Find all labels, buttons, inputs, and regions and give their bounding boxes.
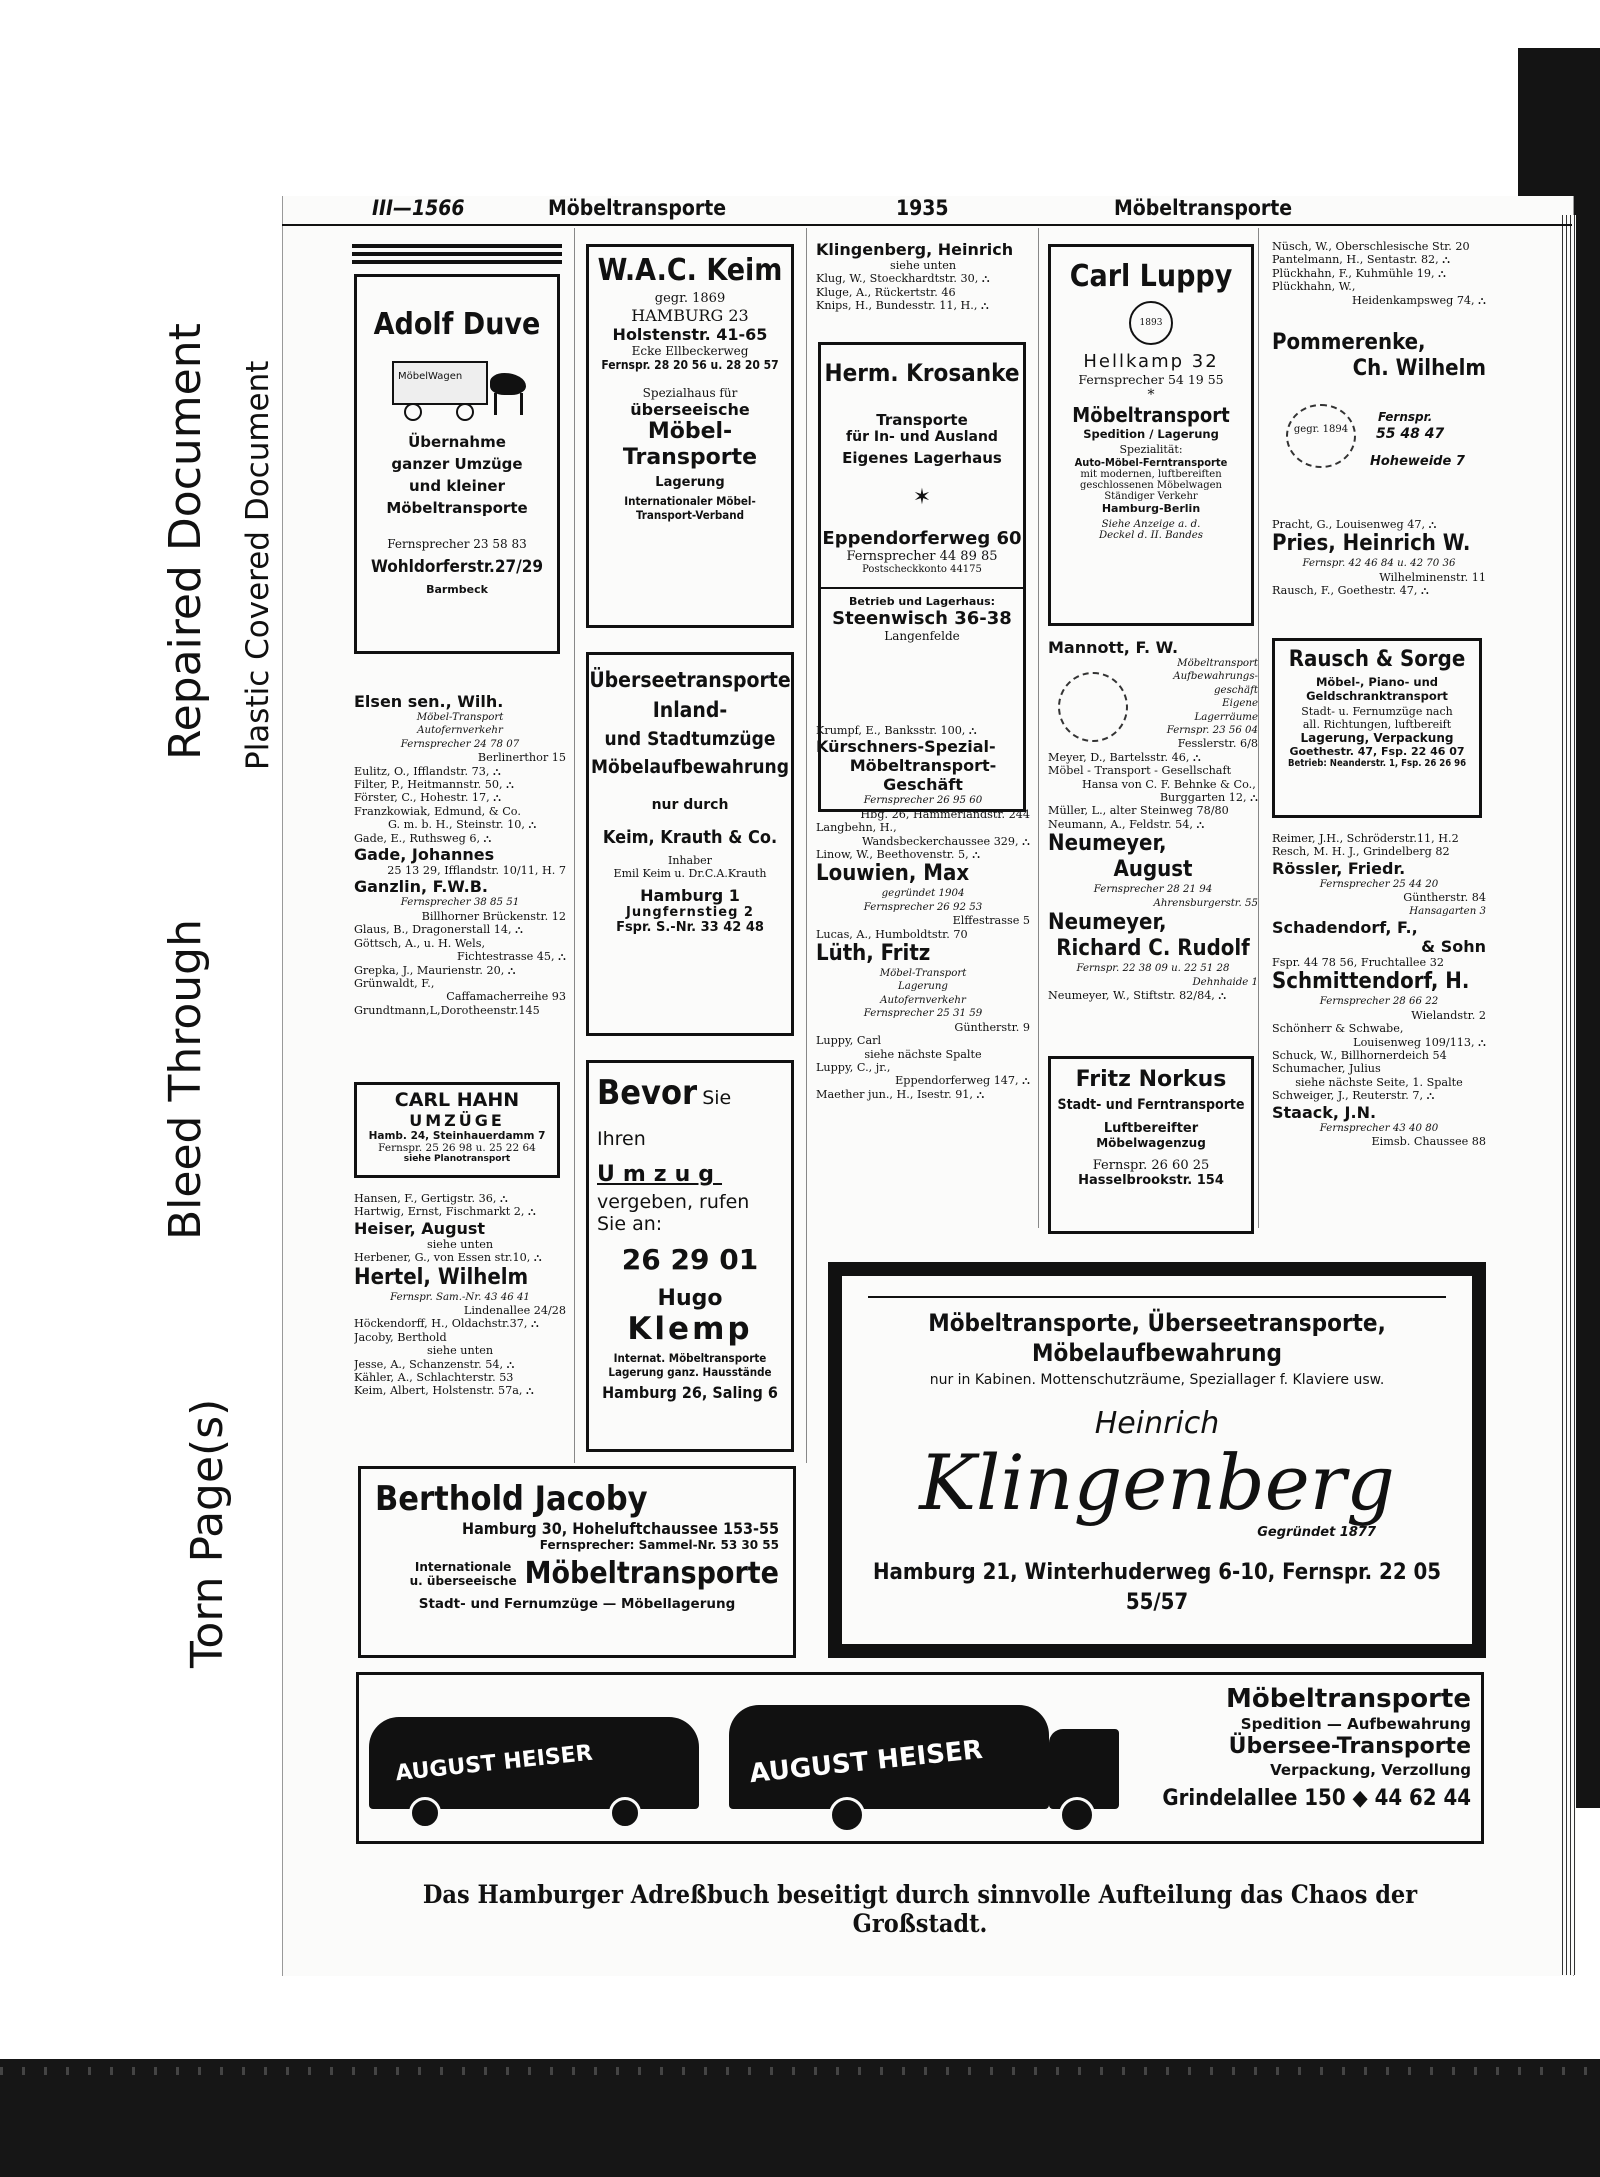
- star-ornament: ✶: [912, 485, 932, 510]
- listing-entry: Autofernverkehr: [880, 994, 966, 1006]
- listing-entry: Eulitz, O., Ifflandstr. 73, ⛬: [354, 764, 501, 778]
- ad-rausch-l3: Stadt- u. Fernumzüge nach: [1301, 705, 1453, 718]
- listing-entry: Klingenberg, Heinrich: [816, 240, 1014, 259]
- listing-entry: Louisenweg 109/113, ⛬: [1353, 1035, 1486, 1049]
- ad-jacoby-big: Möbeltransporte: [524, 1556, 779, 1591]
- ad-keim-street: Holstenstr. 41-65: [612, 325, 768, 344]
- ad-luppy-note: Siehe Anzeige a. d.: [1101, 519, 1201, 530]
- listing-entry: Langbehn, H.,: [816, 821, 897, 835]
- ad-keim-lag: Lagerung: [655, 475, 725, 490]
- ad-uebersee-phone: Fspr. S.-Nr. 33 42 48: [616, 920, 764, 935]
- listing-entry: Schumacher, Julius: [1272, 1062, 1381, 1076]
- ad-jacoby-addr: Hamburg 30, Hoheluftchaussee 153-55: [462, 1519, 779, 1538]
- listing-entry: Möbel - Transport - Gesellschaft: [1048, 764, 1232, 778]
- ad-krosanke-l3: Eigenes Lagerhaus: [842, 449, 1002, 467]
- moving-van-picture: [382, 359, 532, 419]
- listing-entry: Pantelmann, H., Sentastr. 82, ⛬: [1272, 253, 1451, 267]
- listing-entry: Wilhelminenstr. 11: [1379, 570, 1486, 584]
- ad-uebersee-t4: Möbelaufbewahrung: [591, 756, 789, 778]
- klingenberg-headline: Möbeltransporte, Überseetransporte, Möbelaufbewahrung: [868, 1296, 1446, 1368]
- listing-entry: Mannott, F. W.: [1048, 638, 1179, 657]
- listing-entry: G. m. b. H., Steinstr. 10, ⛬: [388, 818, 537, 832]
- listing-entry: Lagerräume: [1194, 711, 1258, 723]
- ad-august-heiser: [356, 1672, 1484, 1844]
- ad-keim-spec: Spezialhaus für: [642, 386, 738, 400]
- listing-column-5c: [1272, 832, 1486, 1242]
- ad-jacoby-l1: Internationale: [414, 1560, 512, 1574]
- listing-entry: Fernsprecher 25 44 20: [1319, 878, 1439, 890]
- star-ornament: *: [1147, 387, 1155, 403]
- listing-entry: Pracht, G., Louisenweg 47, ⛬: [1272, 518, 1437, 531]
- listing-column-1a: [354, 692, 566, 1074]
- listing-entry: Wielandstr. 2: [1411, 1008, 1486, 1022]
- listing-entry: Berlinerthor 15: [477, 751, 566, 765]
- ad-bevor-l1: Internat. Möbeltransporte: [613, 1351, 767, 1365]
- ad-bevor-w5: Sie an:: [597, 1213, 663, 1235]
- ad-krosanke-name: Herm. Krosanke: [824, 359, 1020, 387]
- heiser-l2: Übersee-Transporte: [1228, 1734, 1471, 1759]
- listing-entry: Ganzlin, F.W.B.: [354, 877, 488, 897]
- listing-entry: Plückhahn, W.,: [1272, 280, 1356, 294]
- listing-entry: Fspr. 44 78 56, Fruchtallee 32: [1272, 956, 1444, 970]
- ad-rausch-l2: Geldschranktransport: [1306, 689, 1448, 703]
- ad-rausch-l1: Möbel-, Piano- und: [1315, 675, 1439, 689]
- listing-entry: Staack, J.N.: [1272, 1102, 1377, 1122]
- ad-duve-line: Übernahme: [408, 433, 506, 451]
- trailer-lettering: AUGUST HEISER: [394, 1740, 594, 1787]
- seal-icon: 1893: [1129, 301, 1173, 345]
- scan-border-bottom: [0, 2059, 1600, 2177]
- truck-picture: [369, 1693, 1119, 1843]
- listing-entry: Schadendorf, F.,: [1272, 918, 1418, 938]
- listing-entry: Gade, E., Ruthsweg 6, ⛬: [354, 831, 492, 845]
- listing-entry: Luppy, Carl: [816, 1034, 882, 1048]
- listing-entry: Kürschners-Spezial-: [816, 737, 996, 757]
- ad-krosanke-l2: für In- und Ausland: [846, 429, 998, 445]
- listing-entry: Fernsprecher 28 66 22: [1319, 996, 1439, 1008]
- ad-keim-assoc: Internationaler Möbel-Transport-Verband: [624, 494, 756, 522]
- ad-uebersee-city: Hamburg 1: [640, 886, 740, 905]
- listing-entry: Eimsb. Chaussee 88: [1371, 1135, 1486, 1149]
- listing-entry: Förster, C., Hohestr. 17, ⛬: [354, 791, 502, 805]
- listing-entry: Gade, Johannes: [354, 845, 495, 865]
- rule: [352, 252, 562, 256]
- listing-entry: Göttsch, A., u. H. Wels,: [354, 936, 486, 950]
- ad-duve-phone: Fernsprecher 23 58 83: [387, 537, 527, 551]
- listing-entry: Meyer, D., Bartelsstr. 46, ⛬: [1048, 750, 1201, 764]
- van-sign: MöbelWagen: [398, 371, 463, 382]
- ad-duve-line: ganzer Umzüge: [391, 455, 523, 473]
- listing-entry: Klug, W., Stoeckhardtstr. 30, ⛬: [816, 272, 990, 286]
- listing-entry: Lüth, Fritz: [816, 941, 931, 967]
- rule: [352, 244, 562, 248]
- ad-hahn-phone: Fernspr. 25 26 98 u. 25 22 64: [378, 1142, 536, 1154]
- side-label-plastic: Plastic Covered Document: [240, 360, 276, 770]
- ad-pommerenke: [1272, 330, 1486, 500]
- listing-entry: Eppendorferweg 147, ⛬: [895, 1074, 1030, 1088]
- listing-entry: Güntherstr. 9: [954, 1020, 1030, 1034]
- listing-entry: Fernspr. 42 46 84 u. 42 70 36: [1302, 558, 1456, 570]
- ad-krosanke-yard2: Steenwisch 36-38: [832, 608, 1012, 629]
- ad-hahn-name: CARL HAHN: [394, 1089, 520, 1111]
- listing-entry: Fernsprecher 25 31 59: [863, 1008, 983, 1020]
- ad-bevor-w1: Bevor: [597, 1073, 698, 1113]
- listing-entry: Pries, Heinrich W.: [1272, 531, 1471, 557]
- listing-entry: Lindenallee 24/28: [463, 1304, 566, 1318]
- listing-entry: Schmittendorf, H.: [1272, 969, 1470, 995]
- listing-entry: Eigene: [1222, 698, 1258, 710]
- listing-entry: Maether jun., H., Isestr. 91, ⛬: [816, 1087, 985, 1101]
- ad-krosanke-district: Langenfelde: [884, 629, 960, 643]
- ad-luppy-spec: Spezialität:: [1119, 443, 1183, 456]
- listing-entry: Autofernverkehr: [417, 725, 503, 737]
- ad-luppy-spec3: mit modernen, luftbereiften: [1080, 469, 1222, 480]
- ad-luppy-street: Hellkamp 32: [1083, 351, 1219, 372]
- klingenberg-sub: nur in Kabinen. Mottenschutzräume, Speziallager f. Klaviere usw.: [929, 1372, 1385, 1388]
- ad-rausch-l5: Lagerung, Verpackung: [1300, 731, 1454, 745]
- ad-duve-street: Wohldorferstr.27/29: [371, 557, 543, 577]
- ad-norkus-l1: Stadt- und Ferntransporte: [1057, 1097, 1245, 1113]
- listing-entry: geschäft: [1214, 684, 1258, 696]
- side-label-repaired: Repaired Document: [160, 323, 211, 760]
- col-sep-1: [574, 228, 575, 1463]
- listing-entry: Burggarten 12, ⛬: [1159, 791, 1258, 805]
- listing-entry: Franzkowiak, Edmund, & Co.: [354, 804, 521, 818]
- listing-entry: siehe unten: [889, 259, 957, 272]
- listing-entry: Neumeyer,: [1048, 910, 1167, 936]
- listing-entry: Luppy, C., jr.,: [816, 1060, 891, 1074]
- listing-entry: & Sohn: [1421, 937, 1486, 957]
- ad-keim-name: W.A.C. Keim: [597, 253, 783, 288]
- page-number: III—1566: [372, 196, 465, 220]
- listing-entry: Hartwig, Ernst, Fischmarkt 2, ⛬: [354, 1205, 536, 1219]
- listing-column-3b: [816, 724, 1030, 1244]
- ad-keim-spec2: überseeische: [630, 400, 750, 419]
- ad-rausch-name: Rausch & Sorge: [1288, 647, 1466, 672]
- ad-norkus-street: Hasselbrookstr. 154: [1078, 1173, 1224, 1188]
- listing-entry: Glaus, B., Dragonerstall 14, ⛬: [354, 923, 523, 937]
- ad-fritz-norkus: [1048, 1056, 1254, 1234]
- ad-jacoby-bottom: Stadt- und Fernumzüge — Möbellagerung: [418, 1596, 736, 1612]
- listing-entry: Fernsprecher 28 21 94: [1093, 884, 1213, 896]
- ad-wac-keim: [586, 244, 794, 628]
- klingenberg-last: Klingenberg: [919, 1438, 1395, 1527]
- klingenberg-first: Heinrich: [1094, 1406, 1220, 1441]
- listing-entry: Fernspr. 22 38 09 u. 22 51 28: [1076, 963, 1230, 975]
- listing-entry: Hertel, Wilhelm: [354, 1264, 529, 1290]
- listing-entry: Güntherstr. 84: [1403, 891, 1486, 905]
- listing-entry: Louwien, Max: [816, 861, 970, 887]
- listing-entry: Müller, L., alter Steinweg 78/80: [1048, 804, 1229, 818]
- listing-entry: Aufbewahrungs-: [1173, 671, 1258, 683]
- listing-entry: Hansen, F., Gertigstr. 36, ⛬: [354, 1192, 508, 1205]
- pommerenke-street: Hoheweide 7: [1370, 454, 1465, 469]
- pommerenke-name1: Pommerenke,: [1272, 330, 1426, 355]
- listing-entry: Grünwaldt, F.,: [354, 976, 435, 990]
- ad-hahn-sub: UMZÜGE: [409, 1111, 505, 1130]
- ad-luppy-big: Möbeltransport: [1072, 403, 1230, 427]
- listing-entry: Herbener, G., von Essen str.10, ⛬: [354, 1251, 542, 1265]
- heiser-addr: Grindelallee 150 ◆ 44 62 44: [1162, 1786, 1471, 1811]
- ad-bevor-l2: Lagerung ganz. Hausstände: [608, 1365, 772, 1379]
- listing-entry: Hansagarten 3: [1409, 905, 1486, 917]
- ad-krosanke-l1: Transporte: [876, 411, 968, 429]
- listing-column-5a: [1272, 240, 1486, 320]
- wreath-seal: gegr. 1894: [1286, 404, 1356, 468]
- ad-rausch-l4: all. Richtungen, luftbereift: [1302, 718, 1452, 731]
- ad-keim-big: Möbel-Transporte: [622, 419, 758, 470]
- ad-norkus-l2: Luftbereifter: [1103, 1121, 1199, 1136]
- listing-entry: Fernspr. 23 56 04: [1166, 725, 1258, 737]
- listing-entry: Grepka, J., Maurienstr. 20, ⛬: [354, 963, 516, 977]
- page-edge: [1562, 215, 1576, 1975]
- listing-entry: Plückhahn, F., Kuhmühle 19, ⛬: [1272, 266, 1446, 280]
- listing-entry: Heiser, August: [354, 1218, 486, 1238]
- listing-entry: Lucas, A., Humboldtstr. 70: [816, 927, 968, 941]
- ad-bevor-w3: Umzug: [597, 1162, 723, 1187]
- listing-entry: Möbel-Transport: [879, 968, 967, 980]
- ad-uebersee-firm: Keim, Krauth & Co.: [602, 827, 778, 848]
- listing-entry: Billhorner Brückenstr. 12: [421, 909, 566, 923]
- ad-hahn-addr: Hamb. 24, Steinhauerdamm 7: [368, 1130, 546, 1142]
- ad-duve-line: Möbeltransporte: [386, 499, 528, 517]
- ad-luppy-spec4: geschlossenen Möbelwagen: [1080, 480, 1222, 491]
- ad-uebersee-t1: Überseetransporte: [589, 668, 791, 692]
- ad-uebersee-street: Jungfernstieg 2: [626, 905, 754, 920]
- wreath-seal-mannott: [1058, 672, 1128, 742]
- listing-entry: Dehnhaide 1: [1192, 976, 1258, 988]
- listing-entry: Fesslerstr. 6/8: [1177, 737, 1258, 751]
- rule: [352, 260, 562, 264]
- ad-bevor-last: Klemp: [627, 1311, 753, 1347]
- listing-entry: Grundtmann,L,Dorotheenstr.145: [354, 1003, 540, 1017]
- listing-entry: Hbg. 26, Hammerlandstr. 244: [860, 807, 1030, 821]
- listing-entry: Fernsprecher 43 40 80: [1319, 1122, 1439, 1134]
- listing-entry: Hansa von C. F. Behnke & Co.,: [1082, 777, 1256, 791]
- ad-jacoby-l2: u. überseeische: [409, 1574, 517, 1588]
- col-sep-4: [1258, 228, 1259, 1228]
- listing-entry: Elffestrasse 5: [952, 914, 1030, 928]
- listing-entry: Lagerung: [898, 981, 948, 993]
- pommerenke-name2: Ch. Wilhelm: [1352, 356, 1486, 381]
- ad-duve-name: Adolf Duve: [373, 307, 541, 342]
- listing-column-5b: [1272, 518, 1486, 628]
- listing-entry: Schuck, W., Billhornerdeich 54: [1272, 1049, 1447, 1063]
- listing-entry: Filter, P., Heitmannstr. 50, ⛬: [354, 778, 514, 792]
- ad-uebersee-t3: und Stadtumzüge: [604, 728, 776, 750]
- listing-entry: Ahrensburgerstr. 55: [1153, 897, 1258, 909]
- listing-entry: Linow, W., Beethovenstr. 5, ⛬: [816, 848, 981, 862]
- ad-bevor-phone: 26 29 01: [621, 1243, 759, 1276]
- listing-entry: Möbel-Transport: [416, 712, 504, 723]
- listing-entry: Neumeyer,: [1048, 831, 1167, 857]
- ad-keim-phone: Fernspr. 28 20 56 u. 28 20 57: [601, 358, 779, 372]
- listing-entry: gegründet 1904: [881, 888, 965, 900]
- ad-keim-corner: Ecke Ellbeckerweg: [631, 344, 749, 358]
- listing-entry: August: [1113, 857, 1193, 883]
- listing-entry: Fernsprecher 24 78 07: [400, 738, 520, 750]
- ad-luppy-spec5: Ständiger Verkehr: [1104, 491, 1198, 502]
- ad-norkus-l3: Möbelwagenzug: [1096, 1136, 1206, 1150]
- listing-entry: Reimer, J.H., Schröderstr.11, H.2: [1272, 832, 1459, 845]
- listing-entry: Elsen sen., Wilh.: [354, 692, 504, 711]
- ad-bevor-klemp: [586, 1060, 794, 1452]
- ad-uebersee-owner2: Emil Keim u. Dr.C.A.Krauth: [613, 867, 767, 880]
- ad-keim-founded: gegr. 1869: [654, 291, 726, 306]
- listing-entry: siehe nächste Spalte: [864, 1047, 982, 1061]
- ad-klingenberg: [828, 1262, 1486, 1658]
- listing-entry: Kähler, A., Schlachterstr. 53: [354, 1371, 514, 1385]
- ad-keim-city: HAMBURG 23: [631, 306, 749, 325]
- ad-ueberseetransporte: [586, 652, 794, 1036]
- ad-rausch-sorge: [1272, 638, 1482, 818]
- ad-bevor-w4: vergeben, rufen: [597, 1191, 750, 1213]
- pommerenke-phone: 55 48 47: [1376, 426, 1445, 442]
- ad-luppy-spec6: Hamburg-Berlin: [1101, 502, 1201, 515]
- pommerenke-phone-label: Fernspr.: [1378, 410, 1433, 424]
- footer-slogan: Das Hamburger Adreßbuch beseitigt durch sinnvolle Aufteilung das Chaos der Großstadt.: [422, 1880, 1418, 1938]
- heiser-l1: Spedition — Aufbewahrung: [1240, 1715, 1471, 1733]
- ad-duve-line: und kleiner: [409, 477, 505, 495]
- ad-bevor-addr: Hamburg 26, Saling 6: [602, 1383, 778, 1402]
- listing-entry: Nüsch, W., Oberschlesische Str. 20: [1272, 240, 1470, 253]
- ad-luppy-spec2: Auto-Möbel-Ferntransporte: [1074, 456, 1228, 469]
- header-year: 1935: [896, 196, 949, 220]
- truck-lettering: AUGUST HEISER: [748, 1734, 985, 1790]
- klingenberg-founded: Gegründet 1877: [1257, 1525, 1376, 1540]
- listing-entry: Fernsprecher 38 85 51: [400, 897, 520, 909]
- ad-bevor-w2: Sie Ihren: [597, 1087, 732, 1150]
- ad-rausch-l6: Goethestr. 47, Fsp. 22 46 07: [1289, 745, 1465, 758]
- listing-entry: Fernsprecher 26 95 60: [863, 795, 983, 807]
- ad-uebersee-owner: Inhaber: [668, 854, 712, 867]
- ad-jacoby-name: Berthold Jacoby: [375, 1479, 648, 1519]
- listing-entry: Wandsbeckerchaussee 329, ⛬: [861, 834, 1030, 848]
- listing-entry: Kluge, A., Rückertstr. 46: [816, 285, 956, 299]
- heiser-l3: Verpackung, Verzollung: [1270, 1761, 1471, 1779]
- heiser-big: Möbeltransporte: [1225, 1684, 1471, 1714]
- listing-entry: Schweiger, J., Reuterstr. 7, ⛬: [1272, 1089, 1435, 1103]
- ad-luppy-phone: Fernsprecher 54 19 55: [1078, 372, 1224, 387]
- ad-luppy-sub: Spedition / Lagerung: [1083, 427, 1219, 441]
- side-label-torn: Torn Page(s): [182, 1398, 233, 1668]
- listing-entry: Resch, M. H. J., Grindelberg 82: [1272, 845, 1450, 859]
- ad-jacoby-phone: Fernsprecher: Sammel-Nr. 53 30 55: [539, 1538, 779, 1552]
- listing-entry: Neumeyer, W., Stiftstr. 82/84, ⛬: [1048, 988, 1227, 1002]
- ad-duve: [354, 274, 560, 654]
- col-sep-3: [1038, 228, 1039, 1228]
- ad-krosanke-phone: Fernsprecher 44 89 85: [846, 549, 998, 564]
- listing-entry: siehe unten: [426, 1344, 494, 1358]
- listing-entry: Schönherr & Schwabe,: [1272, 1022, 1404, 1036]
- listing-entry: Möbeltransport: [1177, 658, 1258, 669]
- ad-hahn-note: siehe Planotransport: [403, 1154, 511, 1164]
- ad-norkus-phone: Fernspr. 26 60 25: [1092, 1158, 1210, 1173]
- listing-entry: Caffamacherreihe 93: [446, 990, 566, 1004]
- listing-column-1b: [354, 1192, 566, 1452]
- listing-entry: siehe nächste Seite, 1. Spalte: [1295, 1075, 1463, 1089]
- ad-krosanke-post: Postscheckkonto 44175: [862, 564, 982, 575]
- ad-krosanke-street: Eppendorferweg 60: [822, 528, 1022, 549]
- listing-entry: Jacoby, Berthold: [354, 1330, 447, 1344]
- listing-entry: Neumann, A., Feldstr. 54, ⛬: [1048, 817, 1205, 831]
- listing-entry: Fichtestrasse 45, ⛬: [456, 950, 566, 964]
- ad-krosanke-yard: Betrieb und Lagerhaus:: [848, 595, 996, 608]
- listing-entry: Keim, Albert, Holstenstr. 57a, ⛬: [354, 1384, 534, 1398]
- listing-entry: siehe unten: [426, 1237, 494, 1251]
- listing-entry: Knips, H., Bundesstr. 11, H., ⛬: [816, 299, 989, 313]
- listing-entry: Heidenkampsweg 74, ⛬: [1352, 293, 1486, 307]
- listing-entry: Möbeltransport-: [849, 756, 997, 776]
- ad-bevor-first: Hugo: [657, 1286, 723, 1311]
- ad-carl-hahn: [354, 1082, 560, 1178]
- listing-column-3a: [816, 240, 1030, 320]
- ad-berthold-jacoby: [358, 1466, 796, 1658]
- listing-entry: Geschäft: [883, 775, 963, 795]
- header-title-right: Möbeltransporte: [1114, 196, 1293, 220]
- klingenberg-addr: Hamburg 21, Winterhuderweg 6-10, Fernspr. 22 05 55/57: [872, 1560, 1442, 1615]
- listing-entry: Krumpf, E., Banksstr. 100, ⛬: [816, 724, 977, 737]
- listing-entry: Rössler, Friedr.: [1272, 858, 1406, 878]
- header-title-left: Möbeltransporte: [548, 196, 727, 220]
- ad-rausch-l7: Betrieb: Neanderstr. 1, Fsp. 26 26 96: [1287, 758, 1467, 769]
- header-rule: [282, 224, 1572, 226]
- ad-luppy-name: Carl Luppy: [1069, 259, 1233, 294]
- listing-entry: Rausch, F., Goethestr. 47, ⛬: [1272, 584, 1429, 598]
- listing-entry: Richard C. Rudolf: [1056, 936, 1250, 962]
- listing-entry: Fernsprecher 26 92 53: [863, 901, 983, 913]
- ad-luppy-note2: Deckel d. II. Bandes: [1098, 530, 1204, 541]
- listing-entry: Jesse, A., Schanzenstr. 54, ⛬: [354, 1357, 515, 1371]
- listing-entry: Fernspr. Sam.-Nr. 43 46 41: [390, 1291, 530, 1303]
- ad-duve-district: Barmbeck: [426, 583, 488, 596]
- side-label-bleed: Bleed Through: [160, 919, 211, 1240]
- ad-norkus-name: Fritz Norkus: [1075, 1067, 1227, 1092]
- listing-entry: Höckendorff, H., Oldachstr.37, ⛬: [354, 1317, 539, 1331]
- ad-carl-luppy: [1048, 244, 1254, 626]
- col-sep-2: [806, 228, 807, 1463]
- ad-uebersee-t5: nur durch: [651, 797, 729, 813]
- listing-entry: 25 13 29, Ifflandstr. 10/11, H. 7: [387, 864, 566, 878]
- ad-uebersee-t2: Inland-: [652, 698, 728, 722]
